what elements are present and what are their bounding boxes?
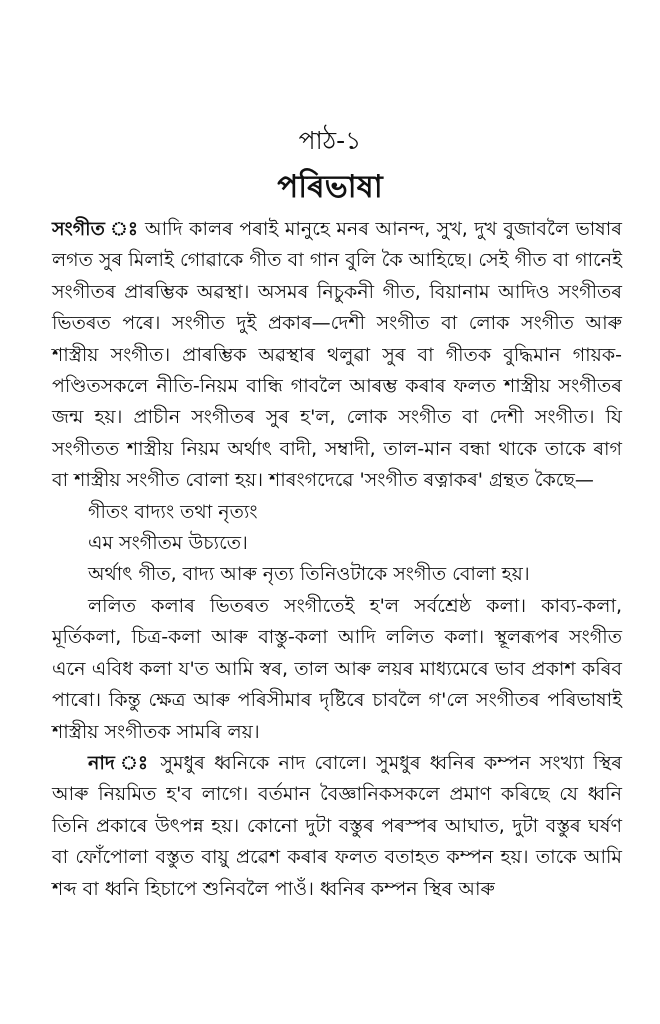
term-sangeet: সংগীত ঃ — [52, 218, 139, 240]
paragraph-naad-text: সুমধুৰ ধ্বনিকে নাদ বোলে। সুমধুৰ ধ্বনিৰ কম্পন সংখ্যা স্থিৰ আৰু নিয়মিত হ'ব লাগে। বৰ্তমান বৈজ্ঞানিকসকলে প্ৰমাণ কৰিছে যে ধ্বনি তিনি প্ৰকাৰে উৎপন্ন হয়। কোনো দুটা বস্তুৰ পৰস্পৰ আঘাত, দুটা বস্তুৰ ঘৰ্ষণ বা ফোঁপোলা বস্তুত বায়ু প্ৰৱেশ কৰাৰ ফলত বতাহত কম্পন হয়। তাকে আমি শব্দ বা ধ্বনি হিচাপে শুনিবলৈ পাওঁ। ধ্বনিৰ কম্পন স্থিৰ আৰু — [52, 751, 623, 900]
paragraph-meaning: অৰ্থাৎ গীত, বাদ্য আৰু নৃত্য তিনিওটাকে সংগীত বোলা হয়। — [88, 563, 530, 586]
paragraph-sangeet-text: আদি কালৰ পৰাই মানুহে মনৰ আনন্দ, সুখ, দুখ বুজাবলৈ ভাষাৰ লগত সুৰ মিলাই গোৱাকে গীত বা গান বুলি কৈ আহিছে। সেই গীত বা গানেই সংগীতৰ প্ৰাৰম্ভিক অৱস্থা। অসমৰ নিচুকনী গীত, বিয়ানাম আদিও সংগীতৰ ভিতৰত পৰে। সংগীত দুই প্ৰকাৰ—দেশী সংগীত বা লোক সংগীত আৰু শাস্ত্ৰীয় সংগীত। প্ৰাৰম্ভিক অৱস্থাৰ থলুৱা সুৰ বা গীতক বুদ্ধিমান গায়ক-পণ্ডিতসকলে নীতি-নিয়ম বান্ধি গাবলৈ আৰম্ভ কৰাৰ ফলত শাস্ত্ৰীয় সংগীতৰ জন্ম হয়। প্ৰাচীন সংগীতৰ সুৰ হ'ল, লোক সংগীত বা দেশী সংগীত। যি সংগীতত শাস্ত্ৰীয় নিয়ম অৰ্থাৎ বাদী, সম্বাদী, তাল-মান বন্ধা থাকে তাকে ৰাগ বা শাস্ত্ৰীয় সংগীত বোলা হয়। শাৰংগদেৱে 'সংগীত ৰত্নাকৰ' গ্ৰন্থত কৈছে— — [52, 218, 622, 492]
verse-line-2: এম সংগীতম উচ্যতে। — [88, 532, 248, 555]
term-naad: নাদ ঃ — [88, 751, 152, 774]
page-title: পৰিভাষা — [277, 169, 383, 205]
body-text — [52, 214, 622, 905]
paragraph-naad — [52, 748, 622, 905]
verse-line-1: গীতং বাদ্যং তথা নৃত্যং — [88, 500, 258, 523]
paragraph-sangeet — [52, 214, 622, 497]
chapter-label: পাঠ-১ — [298, 126, 362, 155]
paragraph-lalit-kala: ললিত কলাৰ ভিতৰত সংগীতেই হ'ল সৰ্বশ্ৰেষ্ঠ কলা। কাব্য-কলা, মূৰ্তিকলা, চিত্ৰ-কলা আৰু বাস্তু-কলা আদি ললিত কলা। স্থূলৰূপৰ সংগীত এনে এবিধ কলা য'ত আমি স্বৰ, তাল আৰু লয়ৰ মাধ্যমেৰে ভাব প্ৰকাশ কৰিব পাৰো। কিন্তু ক্ষেত্ৰ আৰু পৰিসীমাৰ দৃষ্টিৰে চাবলৈ গ'লে সংগীতৰ পৰিভাষাই শাস্ত্ৰীয় সংগীতক সামৰি লয়। — [52, 594, 622, 743]
